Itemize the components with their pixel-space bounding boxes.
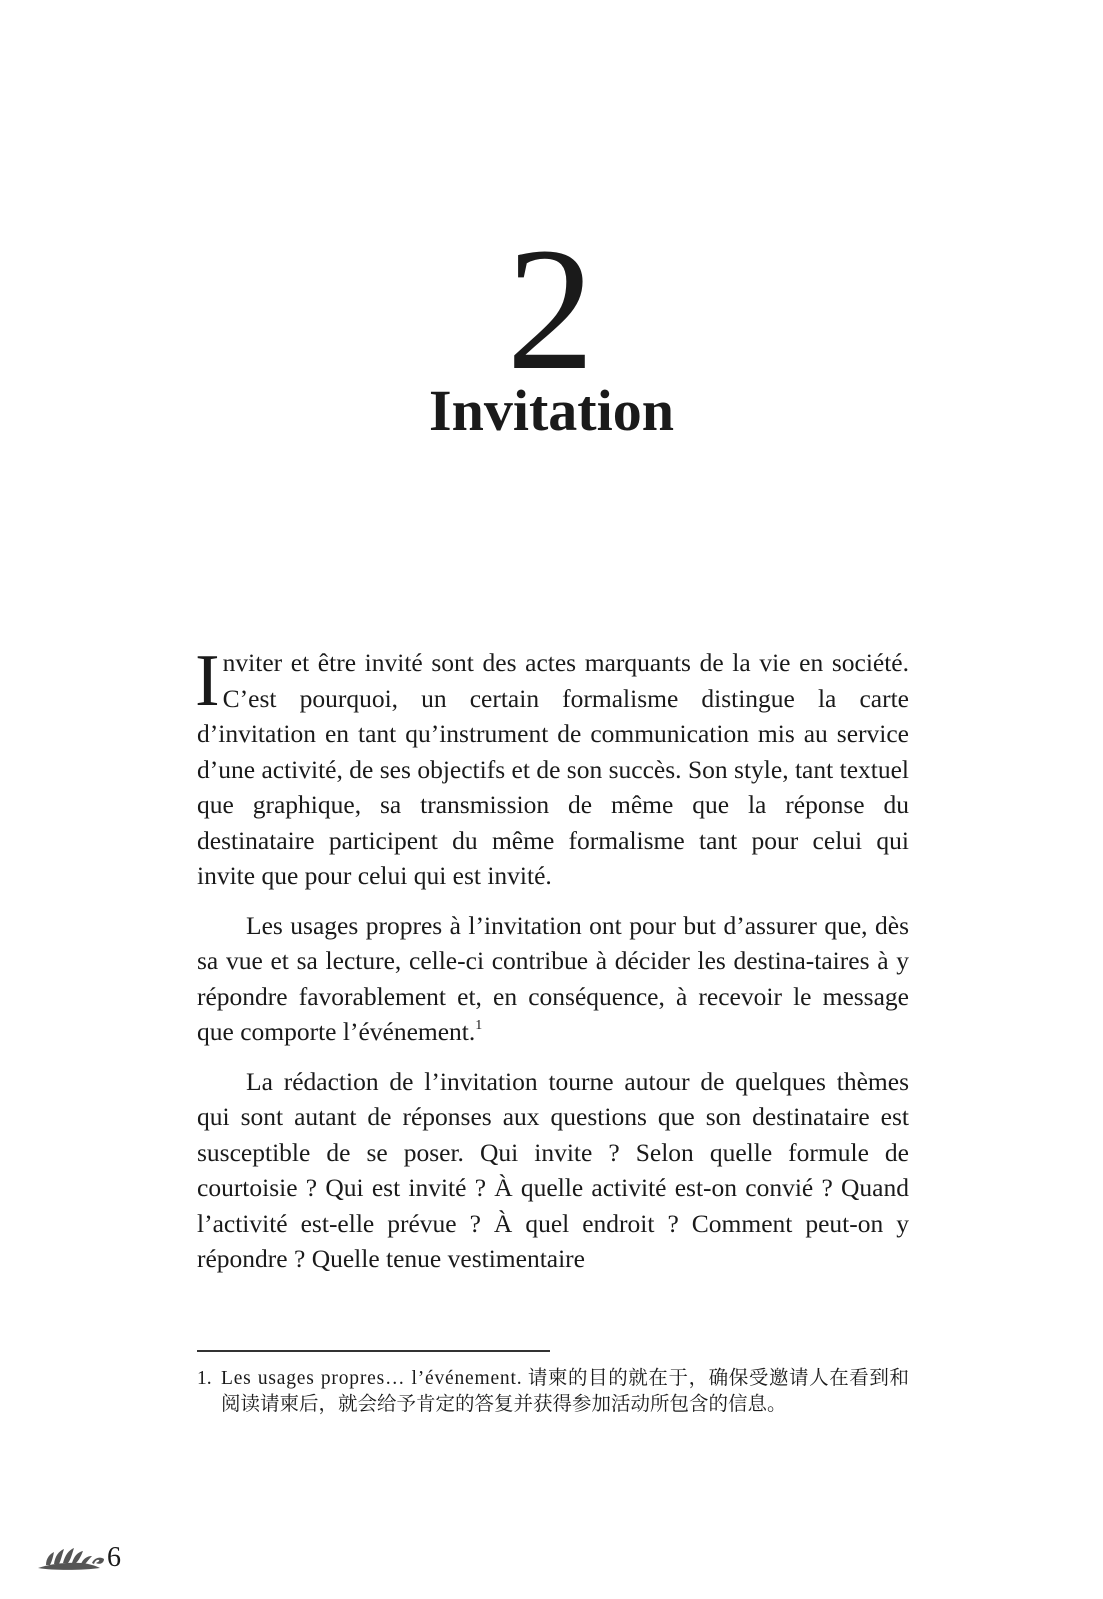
chapter-title: Invitation <box>429 378 674 443</box>
page-number: 6 <box>107 1542 121 1573</box>
paragraph-1 <box>195 640 909 894</box>
footnote-french-text: Les usages propres… l’événement. <box>221 1368 523 1389</box>
body-text <box>195 640 909 1291</box>
drop-cap: I <box>195 640 220 722</box>
paragraph-2 <box>197 908 909 1050</box>
footnote-chinese-text: 请柬的目的就在于，确保受邀请人在看到和阅读请柬后，就会给予肯定的答复并获得参加活动所包含的信息。 <box>221 1368 909 1415</box>
paragraph-3 <box>197 1064 909 1277</box>
paragraph-1-text: nviter et être invité sont des actes marquants de la vie en société. C’est pourquoi, un certain formalisme distingue la carte d’invitation en tant qu’instrument de communication mis au service d’une activité, de ses objectifs et de son succès. Son style, tant textuel que graphique, sa transmission de même que la réponse du destinataire participent du même formalisme tant pour celui qui invite que pour celui qui est invité. <box>197 648 909 890</box>
footnote-divider <box>197 1350 550 1352</box>
paragraph-2-text: Les usages propres à l’invitation ont pour but d’assurer que, dès sa vue et sa lecture, celle-ci contribue à décider les destina-taires à y répondre favorablement et, en conséquence, à recevoir le message que comporte l’événement. <box>197 910 909 1046</box>
footnote <box>197 1366 909 1418</box>
footnote-reference[interactable]: 1 <box>475 1018 483 1033</box>
footnote-text <box>221 1366 909 1418</box>
paragraph-3-text: La rédaction de l’invitation tourne autour de quelques thèmes qui sont autant de réponses aux questions que son destinataire est susceptible de se poser. Qui invite ? Selon quelle formule de courtoisie ? Qui est invité ? À quelle activité est-on convié ? Quand l’activité est-elle prévue ? À quel endroit ? Comment peut-on y répondre ? Quelle tenue vestimentaire <box>197 1066 909 1273</box>
footnote-number: 1. <box>197 1368 212 1389</box>
leaf-ornament-icon <box>36 1542 108 1572</box>
chapter-number: 2 <box>506 212 597 407</box>
